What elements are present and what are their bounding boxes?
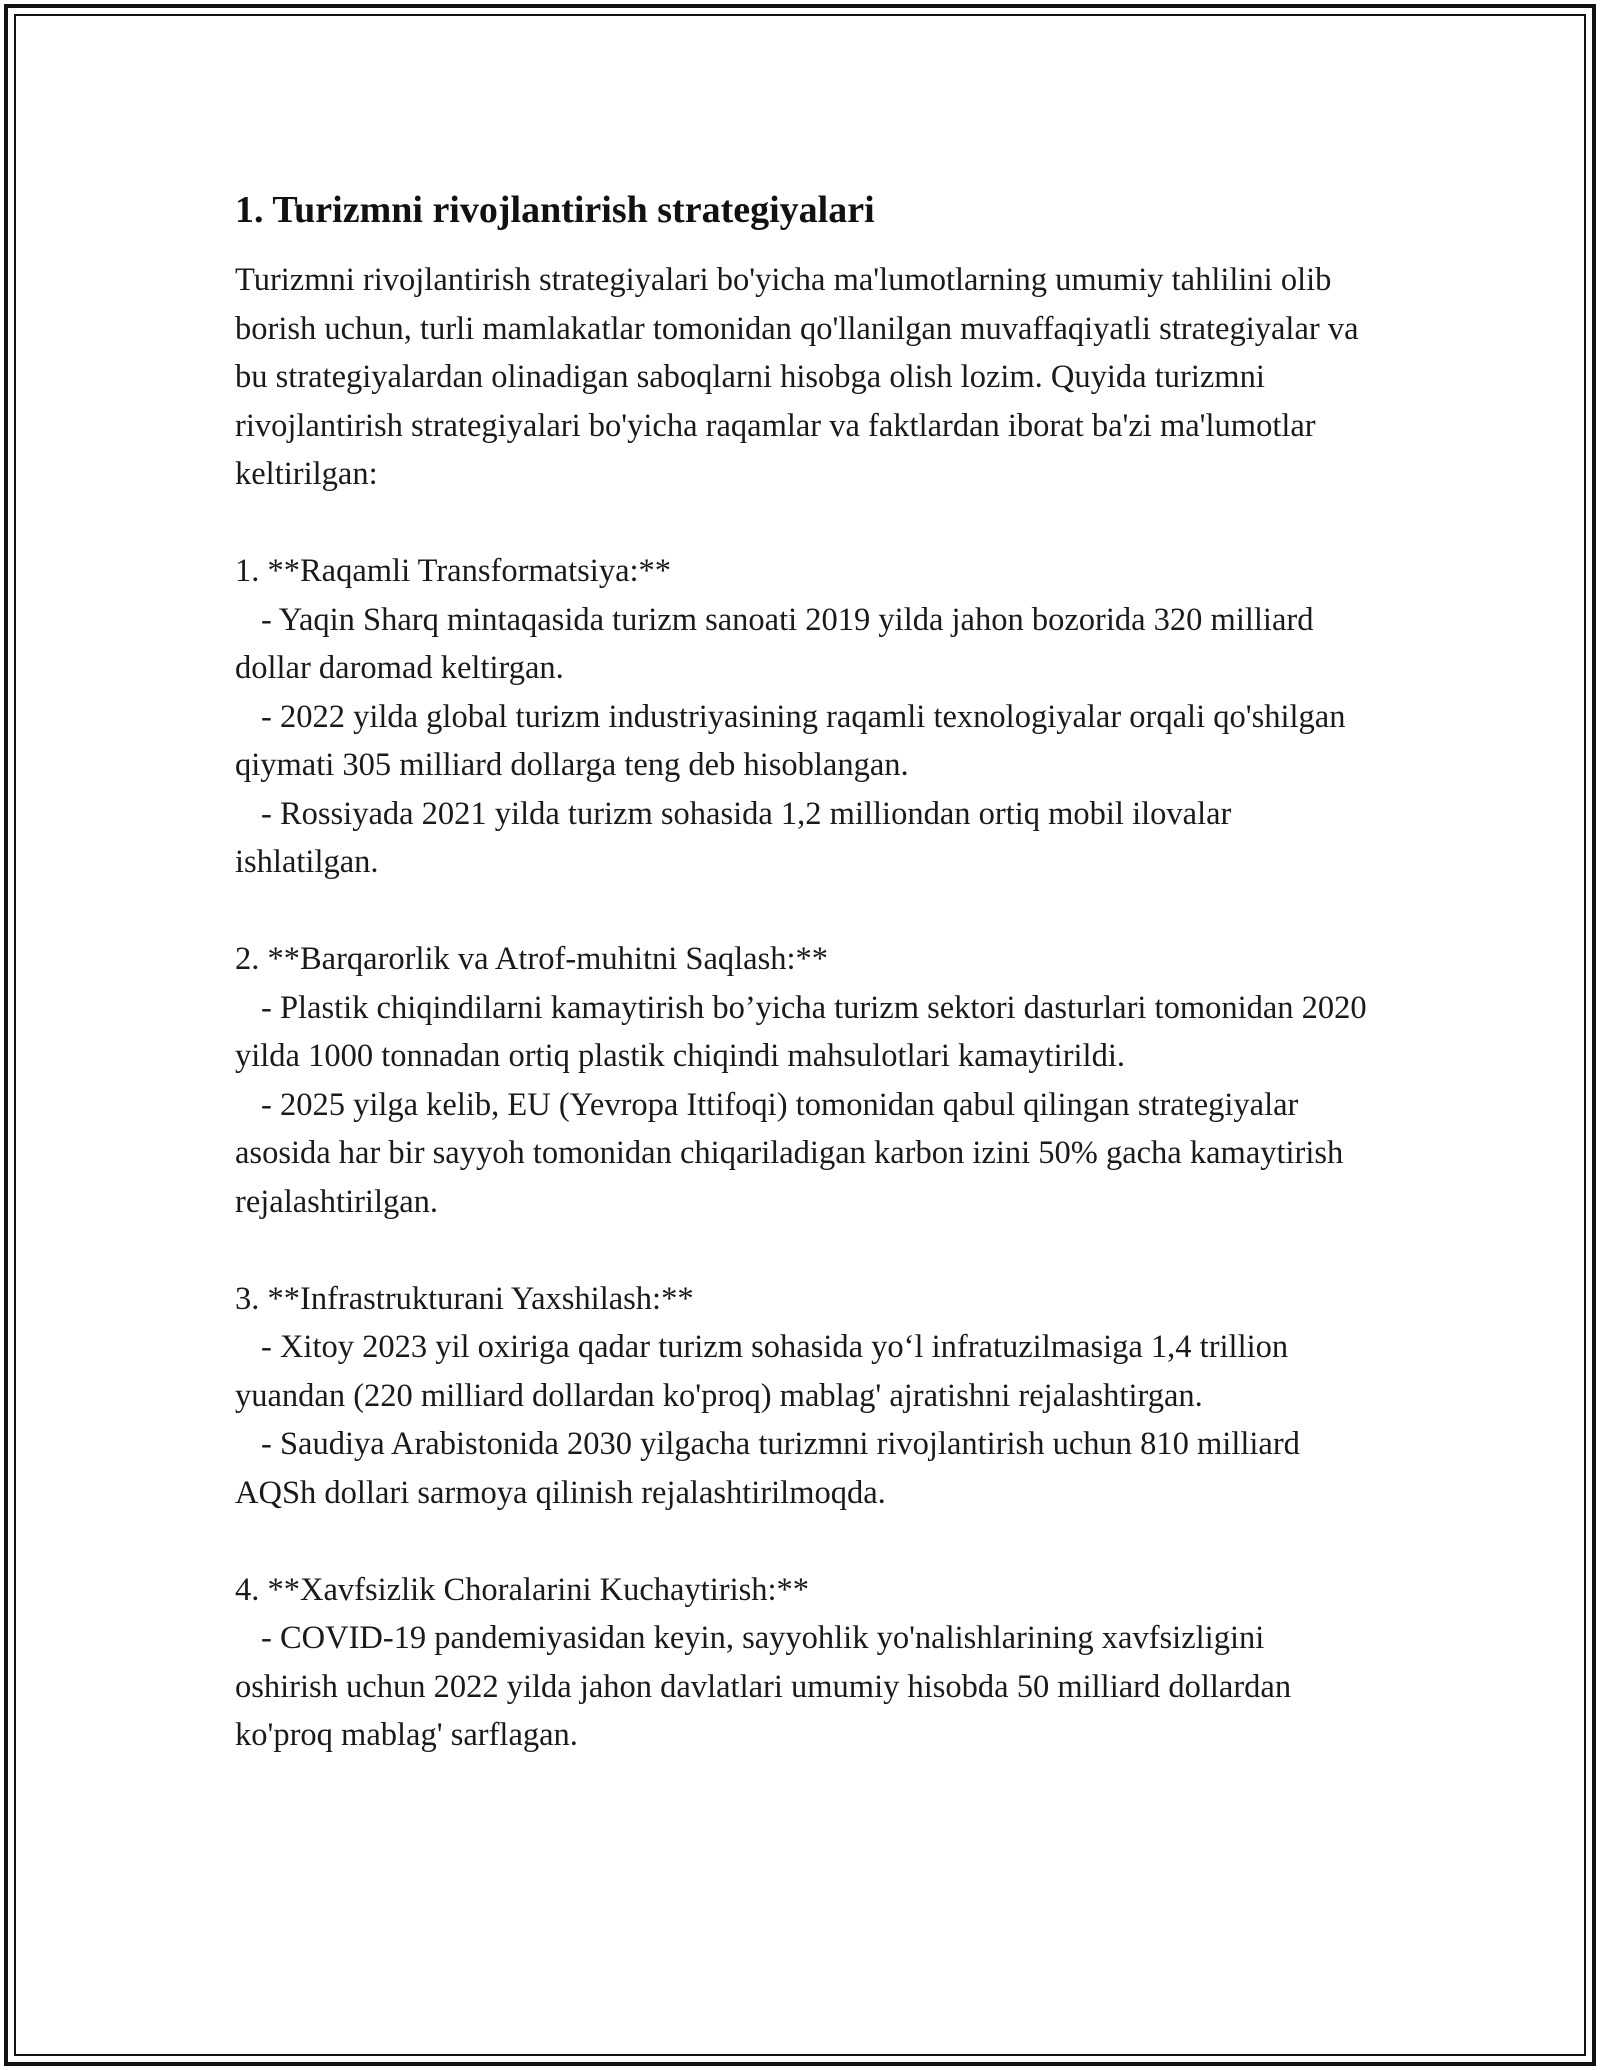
section-3 (235, 1275, 1370, 1518)
document-body (235, 186, 1370, 1760)
section-heading: 3. **Infrastrukturani Yaxshilash:** (235, 1280, 694, 1317)
section-1 (235, 547, 1370, 887)
bullet-item: - 2025 yilga kelib, EU (Yevropa Ittifoqi) tomonidan qabul qilingan strategiyalar asosida har bir sayyoh tomonidan chiqariladigan karbon izini 50% gacha kamaytirish rejalashtirilgan. (235, 1086, 1344, 1220)
spacer (235, 1226, 1370, 1275)
bullet-item: - Saudiya Arabistonida 2030 yilgacha turizmni rivojlantirish uchun 810 milliard AQSh dollari sarmoya qilinish rejalashtirilmoqda. (235, 1426, 1300, 1511)
bullet-item: - COVID-19 pandemiyasidan keyin, sayyohlik yo'nalishlarining xavfsizligini oshirish uchun 2022 yilda jahon davlatlari umumiy hisobda 50 milliard dollardan ko'proq mablag' sarflagan. (235, 1620, 1292, 1753)
spacer (235, 887, 1370, 936)
intro-paragraph: Turizmni rivojlantirish strategiyalari bo'yicha ma'lumotlarning umumiy tahlilini olib borish uchun, turli mamlakatlar tomonidan qo'llanilgan muvaffaqiyatli strategiyalar va bu strategiyalardan olinadigan saboqlarni hisobga olish lozim. Quyida turizmni rivojlantirish strategiyalari bo'yicha raqamlar va faktlardan iborat ba'zi ma'lumotlar keltirilgan: (235, 262, 1367, 492)
page-title: 1. Turizmni rivojlantirish strategiyalari (235, 189, 875, 231)
bullet-item: - 2022 yilda global turizm industriyasining raqamli texnologiyalar orqali qo'shilgan qiymati 305 milliard dollarga teng deb hisoblangan. (235, 698, 1346, 783)
section-heading: 4. **Xavfsizlik Choralarini Kuchaytirish:** (235, 1571, 810, 1608)
bullet-item: - Plastik chiqindilarni kamaytirish bo’yicha turizm sektori dasturlari tomonidan 2020 yilda 1000 tonnadan ortiq plastik chiqindi mahsulotlari kamaytirildi. (235, 989, 1367, 1074)
bullet-item: - Yaqin Sharq mintaqasida turizm sanoati 2019 yilda jahon bozorida 320 milliard dollar daromad keltirgan. (235, 601, 1314, 686)
spacer (235, 1517, 1370, 1566)
section-2 (235, 935, 1370, 1226)
section-heading: 2. **Barqarorlik va Atrof-muhitni Saqlash:** (235, 941, 829, 977)
bullet-item: - Xitoy 2023 yil oxiriga qadar turizm sohasida yo‘l infratuzilmasiga 1,4 trillion yuandan (220 milliard dollardan ko'proq) mablag' ajratishni rejalashtirgan. (235, 1329, 1289, 1414)
spacer (235, 499, 1370, 548)
bullet-item: - Rossiyada 2021 yilda turizm sohasida 1,2 milliondan ortiq mobil ilovalar ishlatilgan. (235, 795, 1232, 880)
section-heading: 1. **Raqamli Transformatsiya:** (235, 553, 672, 589)
section-4 (235, 1566, 1370, 1760)
